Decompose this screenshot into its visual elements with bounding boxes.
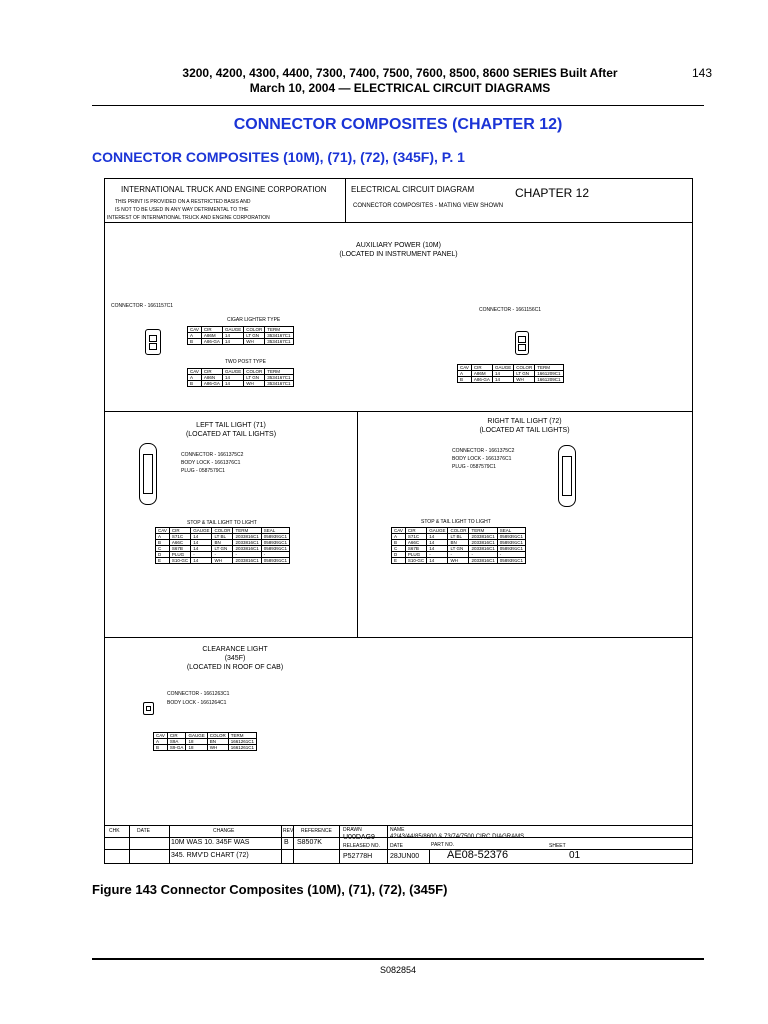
table-header-cell: CIR [201,369,222,375]
table-cell: BN [212,540,233,546]
left-tail-title-1: LEFT TAIL LIGHT (71) [196,422,266,429]
table-header-cell: TERM [265,369,293,375]
table-cell: 3534167C1 [265,339,293,345]
table-cell: LT BL [448,534,469,540]
clearance-body-lock-label: BODY LOCK - 1661264C1 [167,700,227,706]
table-cell: 14 [191,546,212,552]
table-cell: 1661261C1 [228,745,256,751]
table-cell: A [392,534,406,540]
table-row [156,534,290,540]
table-cell: A [188,333,202,339]
table-cell: E [156,558,170,564]
tail-light-divider [357,411,358,637]
table-cell: WH [212,558,233,564]
title-block-rule [105,222,692,223]
table-cell: E [392,558,406,564]
partno-header: PART NO. [431,842,455,848]
table-cell: - [448,552,469,558]
table-cell: 14 [427,540,448,546]
rev-col-5 [339,825,340,863]
table-header-cell: GAUGE [222,369,243,375]
rev-block-mid2 [105,849,692,850]
table-cell: 14 [222,375,243,381]
released-value: P52778H [343,853,373,860]
table-cell: C [156,546,170,552]
table-header-cell: GAUGE [191,528,212,534]
right-tail-body-lock-label: BODY LOCK - 1661376C1 [452,456,512,462]
drawn-header: DRAWN [343,827,362,833]
table-cell: S10-GC [169,558,190,564]
table-cell: S10-GC [405,558,426,564]
table-cell: - [212,552,233,558]
table-row [154,745,257,751]
table-header-cell: CAV [188,327,202,333]
aux-right-connector-icon [515,331,529,355]
date-header: DATE [137,828,150,834]
diagram-type: ELECTRICAL CIRCUIT DIAGRAM [351,185,475,194]
date2-header: DATE [390,843,403,849]
aux-power-title-1: AUXILIARY POWER (10M) [356,242,441,249]
table-cell: 0589391C1 [261,534,289,540]
right-tail-table-title: STOP & TAIL LIGHT TO LIGHT [421,519,491,525]
right-tail-plug-label: PLUG - 0587579C1 [452,464,496,470]
rev-col-3 [281,825,282,863]
aux-right-table [457,364,564,383]
table-cell: WH [244,381,265,387]
table-cell: A [188,375,202,381]
table-header-row [392,528,526,534]
right-tail-table [391,527,526,564]
table-cell: A86-GA [201,381,222,387]
table-cell: B [154,745,168,751]
right-tail-connector-icon [558,445,576,507]
table-cell: 0589391C1 [497,558,525,564]
table-header-cell: CAV [188,369,202,375]
table-cell: 2033816C1 [469,534,497,540]
table-cell: 14 [222,339,243,345]
left-tail-title [105,421,357,439]
table-cell: 0589391C1 [497,546,525,552]
drawing-name: 42/43/44/85/8600 & 73/74/7500 CIRC DIAGRAMS [390,834,525,840]
left-tail-plug-label: PLUG - 0587579C1 [181,468,225,474]
table-header-cell: COLOR [244,369,265,375]
table-header-cell: CAV [154,733,168,739]
table-header-cell: SEAL [497,528,525,534]
right-tail-connector-label: CONNECTOR - 1661375C2 [452,448,515,454]
tail-section-rule [105,637,692,638]
left-tail-title-2: (LOCATED AT TAIL LIGHTS) [185,431,277,438]
left-tail-connector-label: CONNECTOR - 1661375C2 [181,452,244,458]
clearance-title [145,645,325,672]
table-cell: 0589391C1 [497,534,525,540]
header-divider [92,105,704,106]
table-cell: 14 [191,540,212,546]
table-header-cell: COLOR [212,528,233,534]
table-row [458,377,564,383]
page-number: 143 [691,66,712,80]
rev-value: B [284,839,289,846]
partno-col [429,849,430,863]
table-row [392,534,526,540]
table-cell: 14 [427,534,448,540]
table-cell: 14 [222,381,243,387]
table-cell: 3534167C1 [265,333,293,339]
table-header-row [156,528,290,534]
rev-col-1 [129,825,130,863]
table-cell: S67B [405,546,426,552]
table-header-cell: COLOR [448,528,469,534]
table-cell: S71C [169,534,190,540]
table-cell: - [191,552,212,558]
notice-line-1: THIS PRINT IS PROVIDED ON A RESTRICTED BASIS AND [115,199,251,205]
table-row [156,558,290,564]
table-cell: 0589391C1 [261,546,289,552]
table-cell: B [188,339,202,345]
table-cell: S71C [405,534,426,540]
table-cell: - [261,552,289,558]
table-header-cell: CIR [167,733,186,739]
company-name: INTERNATIONAL TRUCK AND ENGINE CORPORATION [121,185,327,194]
mating-view-note: CONNECTOR COMPOSITES - MATING VIEW SHOWN [353,203,504,209]
table-cell: A86-GA [201,339,222,345]
change-text-1: 10M WAS 10. 345F WAS [171,839,250,846]
table-header-cell: GAUGE [222,327,243,333]
drawn-value: U00DAG9 [343,834,375,841]
table-header-cell: CIR [169,528,190,534]
two-post-table [187,368,294,387]
cigar-connector-icon [145,329,161,355]
reference-value: S8507K [297,839,322,846]
table-header-cell: CIR [201,327,222,333]
table-cell: BN [207,739,228,745]
table-cell: 0589391C1 [261,540,289,546]
table-header-row [188,369,294,375]
table-cell: LT BL [212,534,233,540]
table-cell: 18 [186,739,207,745]
table-cell: WH [514,377,535,383]
chapter-title: CONNECTOR COMPOSITES (CHAPTER 12) [233,116,563,133]
table-cell: PLUG [405,552,426,558]
table-cell: 2033816C1 [469,546,497,552]
table-cell: A66C [169,540,190,546]
header-title-line-1: 3200, 4200, 4300, 4400, 7300, 7400, 7500, 7600, 8500, 8600 SERIES Built After [182,66,618,80]
table-cell: A86N [201,375,222,381]
sheet-number: 01 [569,850,581,861]
table-header-cell: TERM [228,733,256,739]
title-block-divider [345,179,346,222]
aux-power-title-2: (LOCATED IN INSTRUMENT PANEL) [339,251,458,258]
rev-col-6 [387,825,388,863]
rev-header: REV [283,828,294,834]
table-cell: 14 [492,371,513,377]
right-tail-title [357,417,692,435]
table-cell: A [156,534,170,540]
table-cell: A66C [405,540,426,546]
table-header-cell: TERM [535,365,563,371]
table-cell: S9-GA [167,745,186,751]
right-tail-title-2: (LOCATED AT TAIL LIGHTS) [479,427,570,434]
clearance-connector-label: CONNECTOR - 1661263C1 [167,691,230,697]
table-cell: 14 [191,558,212,564]
table-cell: PLUG [169,552,190,558]
footer-divider [92,958,704,960]
notice-line-3: INTEREST OF INTERNATIONAL TRUCK AND ENGINE CORPORATION [107,215,270,221]
name-header: NAME [390,827,405,833]
table-cell: A86M [201,333,222,339]
left-tail-connector-icon [139,443,157,505]
table-cell: D [156,552,170,558]
cigar-lighter-title: CIGAR LIGHTER TYPE [227,317,281,323]
table-cell: 2033816C1 [233,540,261,546]
table-cell: - [469,552,497,558]
table-cell: 1661209C1 [535,377,563,383]
table-cell: A [458,371,472,377]
aux-power-title [105,241,692,259]
table-cell: B [392,540,406,546]
notice-line-2: IS NOT TO BE USED IN ANY WAY DETRIMENTAL TO THE [115,207,249,213]
table-cell: 14 [222,333,243,339]
table-header-cell: TERM [469,528,497,534]
chk-header: CHK [109,828,120,834]
footer-code: S082854 [379,965,417,975]
clearance-title-2: (345F) [224,655,246,662]
table-cell: 14 [492,377,513,383]
table-cell: 2033816C1 [469,540,497,546]
table-row [188,339,294,345]
table-cell: 2033816C1 [233,546,261,552]
table-cell: 0589391C1 [497,540,525,546]
reference-header: REFERENCE [301,828,332,834]
table-cell: WH [448,558,469,564]
table-header-row [188,327,294,333]
table-cell: D [392,552,406,558]
two-post-title: TWO POST TYPE [225,359,266,365]
table-cell: A86-GA [471,377,492,383]
table-cell: 14 [191,534,212,540]
table-cell: 18 [186,745,207,751]
table-header-row [458,365,564,371]
left-tail-body-lock-label: BODY LOCK - 1661376C1 [181,460,241,466]
table-cell: B [188,381,202,387]
table-header-cell: CAV [156,528,170,534]
table-header-cell: COLOR [514,365,535,371]
aux-left-connector-label: CONNECTOR - 1661157C1 [111,303,174,309]
clearance-table [153,732,257,751]
table-cell: 1661209C1 [535,371,563,377]
table-cell: WH [207,745,228,751]
table-cell: LT GN [212,546,233,552]
table-cell: S67B [169,546,190,552]
table-cell: LT GN [244,375,265,381]
cigar-lighter-table [187,326,294,345]
date2-value: 28JUN00 [390,853,420,860]
clearance-connector-icon [143,702,154,715]
table-row [188,381,294,387]
change-header: CHANGE [213,828,235,834]
table-header-cell: GAUGE [186,733,207,739]
table-row [392,558,526,564]
table-cell: 1661261C1 [228,739,256,745]
sheet-header: SHEET [549,843,566,849]
rev-block-top [105,825,692,826]
chapter-label: CHAPTER 12 [515,186,590,200]
table-header-cell: TERM [265,327,293,333]
table-header-cell: SEAL [261,528,289,534]
table-cell: S9A [167,739,186,745]
table-header-cell: COLOR [244,327,265,333]
drawing-sheet [104,178,693,864]
header-title-line-2: March 10, 2004 — ELECTRICAL CIRCUIT DIAGRAMS [249,81,551,95]
figure-caption: Figure 143 Connector Composites (10M), (71), (72), (345F) [92,882,448,897]
table-cell: A [154,739,168,745]
table-cell: - [233,552,261,558]
table-header-cell: CIR [471,365,492,371]
table-cell: BN [448,540,469,546]
left-tail-table [155,527,290,564]
rev-col-2 [169,825,170,863]
clearance-title-3: (LOCATED IN ROOF OF CAB) [186,664,284,671]
table-header-cell: CAV [392,528,406,534]
table-cell: C [392,546,406,552]
table-header-cell: GAUGE [427,528,448,534]
table-cell: LT GN [448,546,469,552]
table-header-cell: COLOR [207,733,228,739]
table-cell: 2033816C1 [233,558,261,564]
table-cell: WH [244,339,265,345]
table-cell: - [427,552,448,558]
table-row [392,546,526,552]
aux-section-rule [105,411,692,412]
change-text-2: 345. RMV'D CHART (72) [171,852,249,859]
table-header-cell: CAV [458,365,472,371]
table-header-cell: CIR [405,528,426,534]
clearance-title-1: CLEARANCE LIGHT [202,646,268,653]
table-row [156,546,290,552]
table-cell: 3534167C1 [265,381,293,387]
table-cell: LT GN [244,333,265,339]
table-cell: B [156,540,170,546]
released-header: RELEASED NO. [343,843,380,849]
part-number: AE08-52376 [447,849,509,861]
table-cell: 14 [427,558,448,564]
table-cell: 2033816C1 [233,534,261,540]
table-cell: 14 [427,546,448,552]
table-cell: - [497,552,525,558]
document-header-title [150,66,650,96]
right-tail-title-1: RIGHT TAIL LIGHT (72) [487,418,562,425]
table-cell: B [458,377,472,383]
section-title: CONNECTOR COMPOSITES (10M), (71), (72), (345F), P. 1 [92,149,465,165]
table-cell: A86M [471,371,492,377]
table-header-cell: GAUGE [492,365,513,371]
aux-right-connector-label: CONNECTOR - 1661156C1 [479,307,542,313]
table-header-cell: TERM [233,528,261,534]
table-cell: 3534167C1 [265,375,293,381]
table-cell: 0589391C1 [261,558,289,564]
table-cell: 2033816C1 [469,558,497,564]
left-tail-table-title: STOP & TAIL LIGHT TO LIGHT [187,520,257,526]
table-cell: LT GN [514,371,535,377]
